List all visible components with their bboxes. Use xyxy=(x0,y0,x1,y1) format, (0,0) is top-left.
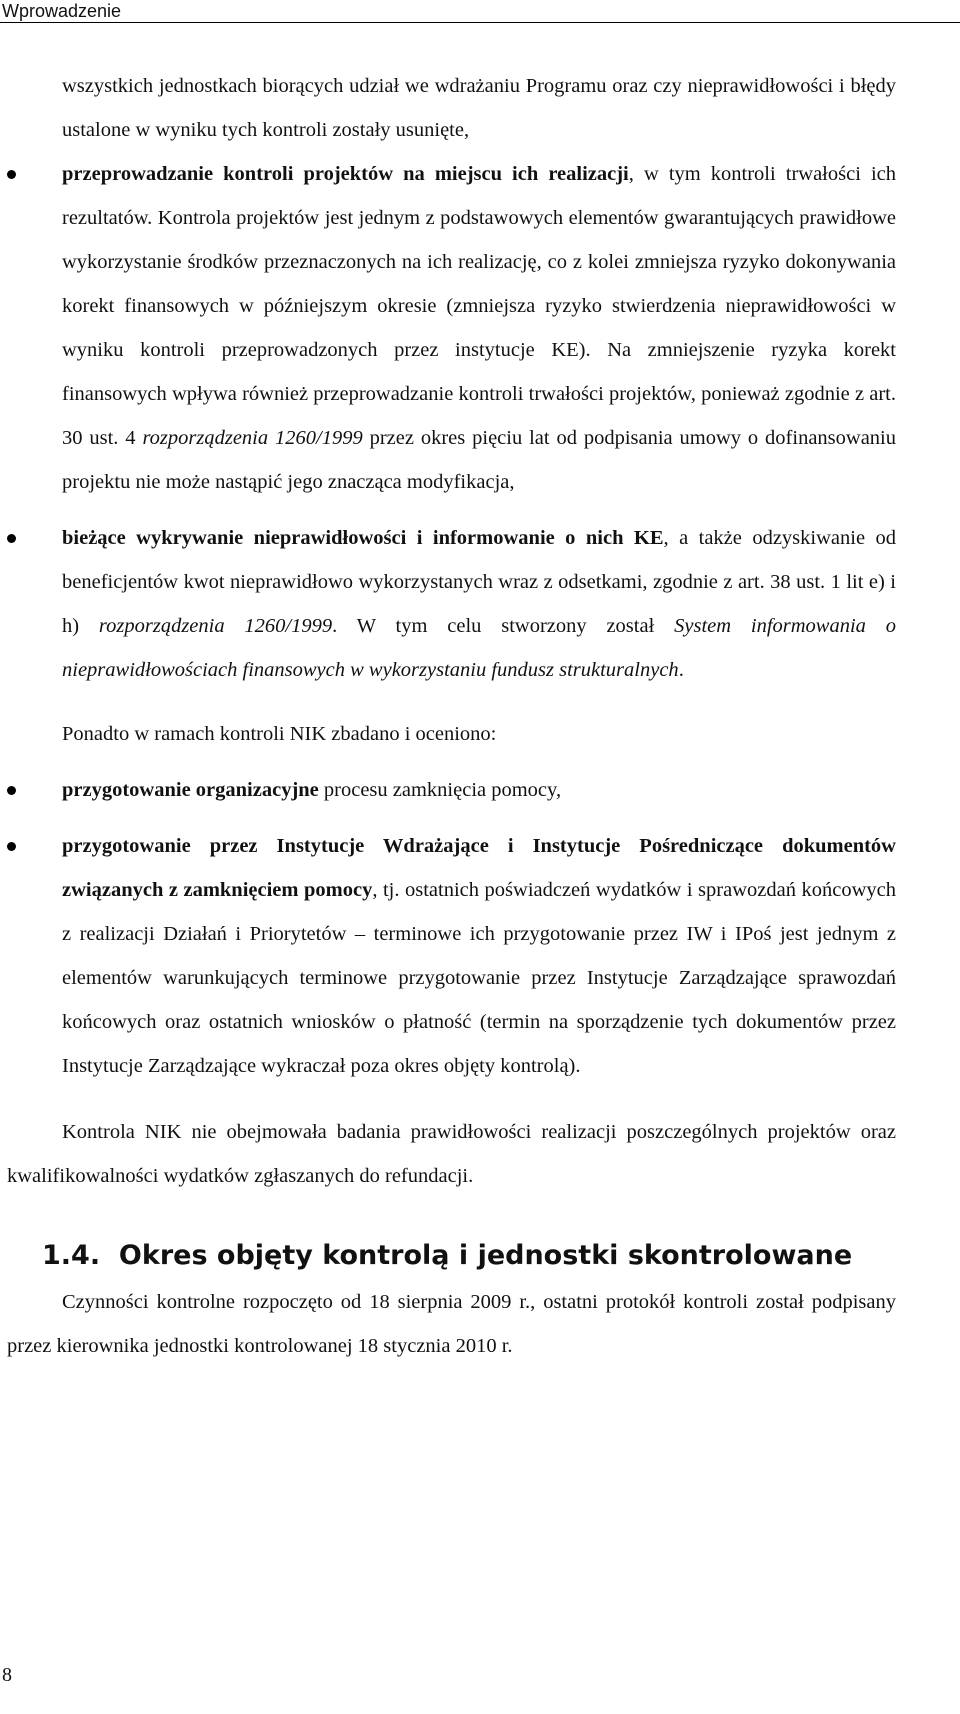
bullet-bold-lead: bieżące wykrywanie nieprawidłowości i informowanie o nich KE xyxy=(62,527,664,549)
header-title: Wprowadzenie xyxy=(2,1,122,21)
section-number: 1.4. xyxy=(42,1240,101,1271)
document-body xyxy=(7,64,897,1368)
bullet-bold-lead: przygotowanie organizacyjne xyxy=(62,779,319,801)
page-number: 8 xyxy=(2,1664,12,1686)
paragraph-scope-exclusion: Kontrola NIK nie obejmowała badania prawidłowości realizacji poszczególnych projektów oraz kwalifikowalności wydatków zgłaszanych do refundacji. xyxy=(7,1121,896,1187)
paragraph-additional-scope: Ponadto w ramach kontroli NIK zbadano i oceniono: xyxy=(62,723,497,745)
bullet-item-irregularities: bieżące wykrywanie nieprawidłowości i informowanie o nich KE, a także odzyskiwanie od beneficjentów kwot nieprawidłowo wykorzystanych wraz z odsetkami, zgodnie z art. 38 ust. 1 lit e) i h) rozporządzenia 1260/1999. W tym celu stworzony został System informowania o nieprawidłowościach finansowych w wykorzystaniu fundusz strukturalnych. xyxy=(62,516,896,692)
paragraph-continuation: wszystkich jednostkach biorących udział we wdrażaniu Programu oraz czy nieprawidłowości i błędy ustalone w wyniku tych kontroli zostały usunięte, xyxy=(62,75,896,141)
bullet-item-document-prep: przygotowanie przez Instytucje Wdrażające i Instytucje Pośredniczące dokumentów związanych z zamknięciem pomocy, tj. ostatnich poświadczeń wydatków i sprawozdań końcowych z realizacji Działań i Priorytetów – terminowe ich przygotowanie przez IW i IPoś jest jednym z elementów warunkujących terminowe przygotowanie przez Instytucje Zarządzające sprawozdań końcowych oraz ostatnich wniosków o płatność (termin na sporządzenie tych dokumentów przez Instytucje Zarządzające wykraczał poza okres objęty kontrolą). xyxy=(62,824,896,1088)
bullet-bold-lead: przygotowanie przez Instytucje Wdrażające i Instytucje Pośredniczące dokumentów związanych z zamknięciem pomocy xyxy=(62,835,896,901)
bullet-item-project-controls: przeprowadzanie kontroli projektów na miejscu ich realizacji, w tym kontroli trwałości ich rezultatów. Kontrola projektów jest jednym z podstawowych elementów gwarantujących prawidłowe wykorzystanie środków przeznaczonych na ich realizację, co z kolei zmniejsza ryzyko dokonywania korekt finansowych w późniejszym okresie (zmniejsza ryzyko stwierdzenia nieprawidłowości w wyniku kontroli przeprowadzonych przez instytucje KE). Na zmniejszenie ryzyka korekt finansowych wpływa również przeprowadzanie kontroli trwałości projektów, ponieważ zgodnie z art. 30 ust. 4 rozporządzenia 1260/1999 przez okres pięciu lat od podpisania umowy o dofinansowaniu projektu nie może nastąpić jego znacząca modyfikacja, xyxy=(62,152,896,504)
bullet-bold-lead: przeprowadzanie kontroli projektów na miejscu ich realizacji xyxy=(62,163,629,185)
section-title: Okres objęty kontrolą i jednostki skontrolowane xyxy=(118,1240,853,1271)
bullet-item-organizational-prep: przygotowanie organizacyjne procesu zamknięcia pomocy, xyxy=(62,768,896,812)
section-heading xyxy=(42,1236,896,1276)
running-header xyxy=(0,0,960,23)
paragraph-control-period: Czynności kontrolne rozpoczęto od 18 sierpnia 2009 r., ostatni protokół kontroli został podpisany przez kierownika jednostki kontrolowanej 18 stycznia 2010 r. xyxy=(7,1291,896,1357)
